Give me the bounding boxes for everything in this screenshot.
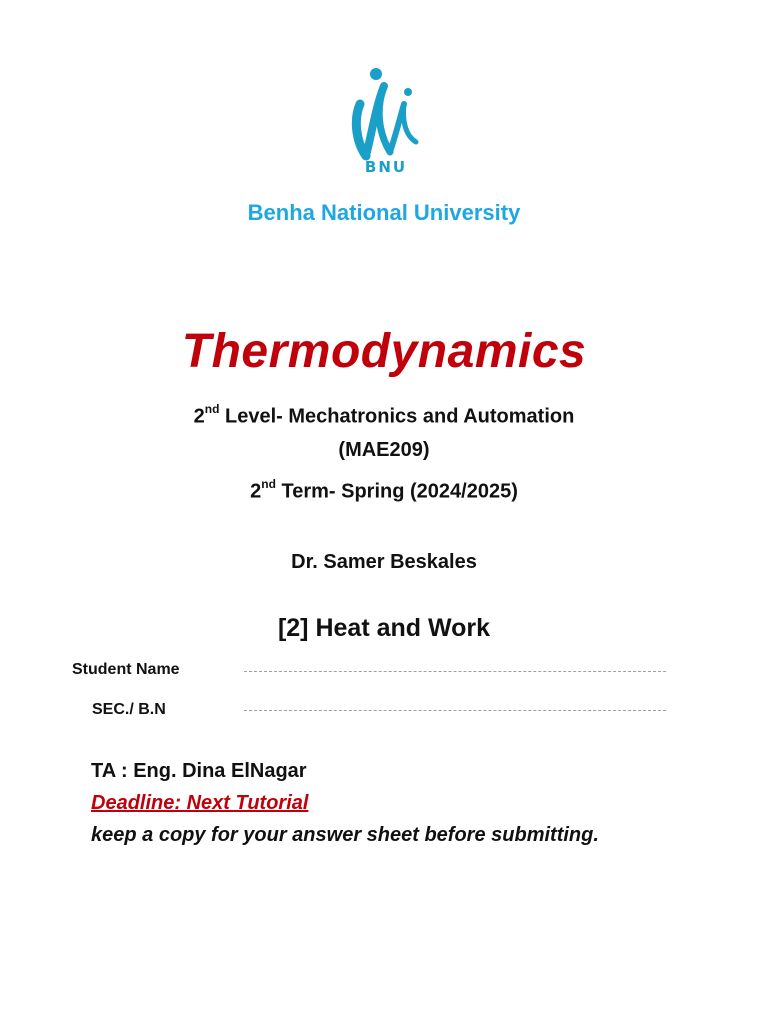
- term-line: [0, 479, 768, 504]
- deadline-text: Deadline: Next Tutorial: [91, 792, 309, 814]
- course-title: Thermodynamics: [181, 325, 587, 378]
- instructor-name: Dr. Samer Beskales: [291, 551, 477, 573]
- term-text: Term- Spring (2024/2025): [275, 480, 518, 503]
- term-ordinal: nd: [261, 477, 276, 491]
- level-number: 2: [193, 405, 205, 428]
- logo-text: BNU: [364, 158, 408, 176]
- sheet-title: [2] Heat and Work: [277, 614, 491, 642]
- level-ordinal: nd: [204, 402, 220, 416]
- term-number: 2: [250, 480, 262, 503]
- student-name-field[interactable]: [244, 671, 666, 672]
- sec-bn-field[interactable]: [244, 710, 666, 711]
- ta-name: TA : Eng. Dina ElNagar: [91, 760, 307, 782]
- sec-bn-label: SEC./ B.N: [92, 701, 166, 718]
- submission-note: keep a copy for your answer sheet before submitting.: [91, 824, 599, 846]
- student-name-label: Student Name: [72, 661, 180, 678]
- level-text: Level- Mechatronics and Automation: [219, 405, 575, 428]
- level-line: [0, 404, 768, 429]
- university-name: Benha National University: [247, 200, 521, 225]
- course-code: (MAE209): [338, 439, 430, 461]
